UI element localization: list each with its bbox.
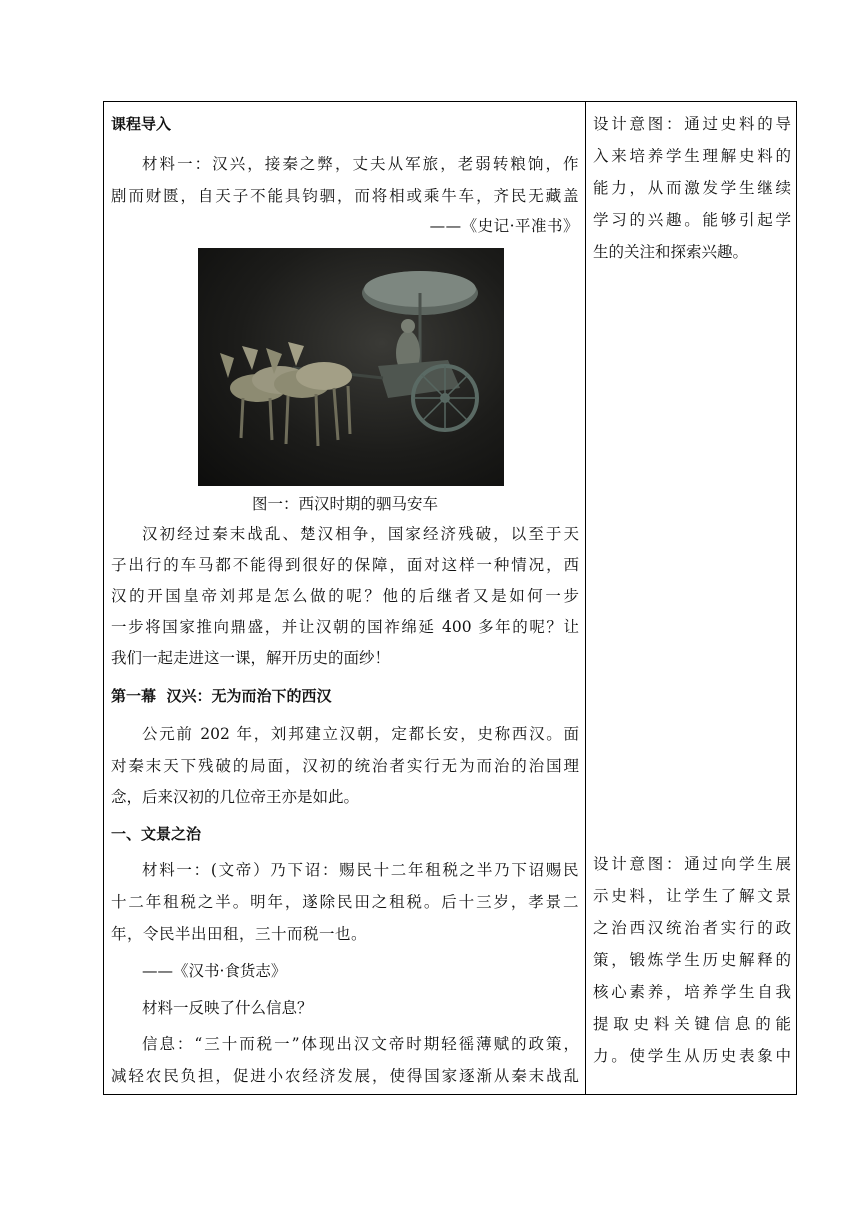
design-intent-line: 设计意图：通过向学生展 bbox=[593, 855, 791, 873]
design-intent-line: 核心素养，培养学生自我 bbox=[593, 983, 791, 1001]
answer-line: 信息：“三十而税一”体现出汉文帝时期轻徭薄赋的政策， bbox=[142, 1035, 579, 1053]
design-intent-line: 之治西汉统治者实行的政 bbox=[593, 919, 791, 937]
material1-source: ——《史记·平准书》 bbox=[429, 217, 579, 235]
design-intent-line: 学习的兴趣。能够引起学 bbox=[593, 211, 791, 229]
design-intent-line: 提取史料关键信息的能 bbox=[593, 1015, 791, 1033]
act1-paragraph-line: 公元前 202 年，刘邦建立汉朝，定都长安，史称西汉。面 bbox=[142, 725, 579, 743]
heading-intro: 课程导入 bbox=[111, 115, 172, 133]
material2-line: 年，令民半出田租，三十而税一也。 bbox=[111, 925, 368, 943]
design-intent-line: 设计意图：通过史料的导 bbox=[593, 115, 791, 133]
act1-paragraph-line: 对秦末天下残破的局面，汉初的统治者实行无为而治的治国理 bbox=[111, 757, 579, 775]
design-intent-line: 入来培养学生理解史料的 bbox=[593, 147, 791, 165]
intro-paragraph-line: 我们一起走进这一课，解开历史的面纱！ bbox=[111, 649, 391, 667]
material1-line: 剧而财匮，自天子不能具钧驷，而将相或乘牛车，齐民无藏盖 bbox=[111, 187, 579, 205]
design-intent-line: 力。使学生从历史表象中 bbox=[593, 1047, 791, 1065]
intro-paragraph-line: 汉的开国皇帝刘邦是怎么做的呢？他的后继者又是如何一步 bbox=[111, 587, 579, 605]
material2-source: ——《汉书·食货志》 bbox=[142, 962, 287, 980]
act1-paragraph-line: 念，后来汉初的几位帝王亦是如此。 bbox=[111, 788, 360, 806]
bronze-chariot-illustration bbox=[198, 248, 504, 486]
column-divider bbox=[585, 102, 586, 1094]
design-intent-line: 策，锻炼学生历史解释的 bbox=[593, 951, 791, 969]
question-line: 材料一反映了什么信息？ bbox=[142, 999, 313, 1017]
section1-heading: 一、文景之治 bbox=[111, 825, 202, 843]
intro-paragraph-line: 子出行的车马都不能得到很好的保障，面对这样一种情况，西 bbox=[111, 556, 579, 574]
material1-line: 材料一：汉兴，接秦之弊，丈夫从军旅，老弱转粮饷，作 bbox=[142, 155, 579, 173]
intro-paragraph-line: 一步将国家推向鼎盛，并让汉朝的国祚绵延 400 多年的呢？让 bbox=[111, 618, 579, 636]
lesson-plan-table bbox=[103, 101, 797, 1095]
design-intent-line: 示史料，让学生了解文景 bbox=[593, 887, 791, 905]
material2-line: 十二年租税之半。明年，遂除民田之租税。后十三岁，孝景二 bbox=[111, 893, 579, 911]
intro-paragraph-line: 汉初经过秦末战乱、楚汉相争，国家经济残破，以至于天 bbox=[142, 525, 579, 543]
act1-heading: 第一幕 汉兴：无为而治下的西汉 bbox=[111, 687, 332, 705]
figure-caption: 图一：西汉时期的驷马安车 bbox=[251, 495, 438, 513]
material2-line: 材料一：(文帝）乃下诏：赐民十二年租税之半乃下诏赐民 bbox=[142, 861, 579, 879]
chariot-photo bbox=[198, 248, 504, 486]
answer-line: 减轻农民负担，促进小农经济发展，使得国家逐渐从秦末战乱 bbox=[111, 1067, 579, 1085]
design-intent-line: 能力，从而激发学生继续 bbox=[593, 179, 791, 197]
design-intent-line: 生的关注和探索兴趣。 bbox=[593, 243, 749, 261]
